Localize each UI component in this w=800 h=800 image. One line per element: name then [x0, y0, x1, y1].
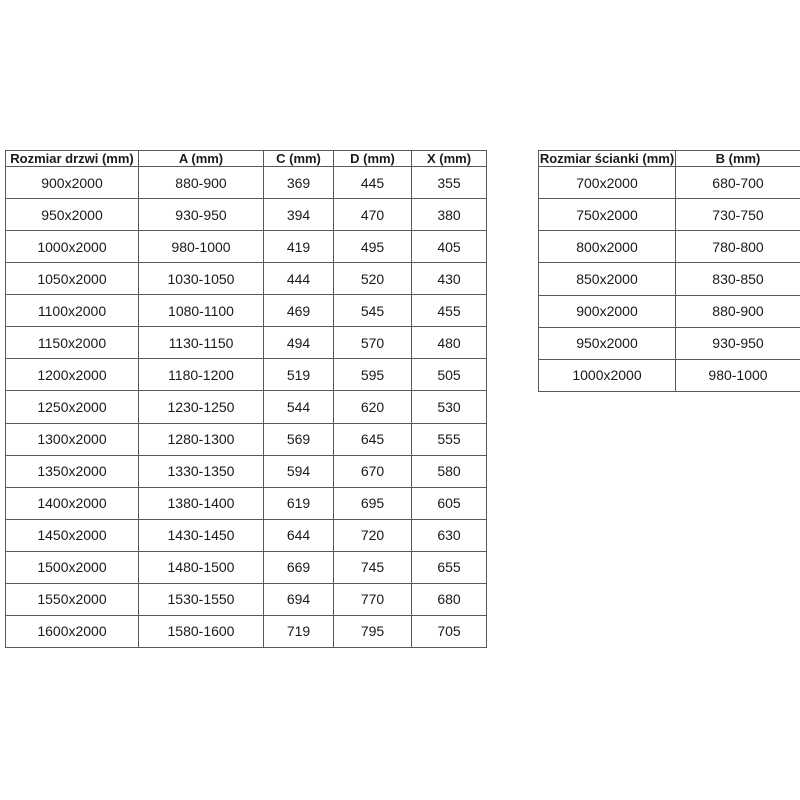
- table-cell: 1000x2000: [6, 231, 139, 263]
- table-cell: 745: [334, 551, 412, 583]
- table-cell: 1200x2000: [6, 359, 139, 391]
- table-cell: 580: [412, 455, 487, 487]
- table-row: [6, 231, 487, 263]
- table-cell: 780-800: [676, 231, 800, 263]
- table-cell: 700x2000: [539, 167, 676, 199]
- table-cell: 544: [264, 391, 334, 423]
- table-cell: 730-750: [676, 199, 800, 231]
- table-cell: 380: [412, 199, 487, 231]
- table-cell: 430: [412, 263, 487, 295]
- table-cell: 1480-1500: [139, 551, 264, 583]
- table-row: [6, 551, 487, 583]
- table-cell: 469: [264, 295, 334, 327]
- table-cell: 1030-1050: [139, 263, 264, 295]
- column-header: X (mm): [412, 151, 487, 167]
- table-cell: 455: [412, 295, 487, 327]
- table-cell: 605: [412, 487, 487, 519]
- column-header: D (mm): [334, 151, 412, 167]
- table-cell: 405: [412, 231, 487, 263]
- table-cell: 880-900: [139, 167, 264, 199]
- table-cell: 1130-1150: [139, 327, 264, 359]
- table-cell: 555: [412, 423, 487, 455]
- table-cell: 980-1000: [139, 231, 264, 263]
- table-cell: 830-850: [676, 263, 800, 295]
- table-cell: 569: [264, 423, 334, 455]
- table-cell: 1180-1200: [139, 359, 264, 391]
- table-cell: 1280-1300: [139, 423, 264, 455]
- table-cell: 1080-1100: [139, 295, 264, 327]
- table-cell: 770: [334, 583, 412, 615]
- table-cell: 795: [334, 615, 412, 647]
- table-row: [6, 583, 487, 615]
- table-row: [6, 615, 487, 647]
- wall-sizes-table: [538, 150, 800, 392]
- table-row: [6, 519, 487, 551]
- table-row: [6, 359, 487, 391]
- table-cell: 1550x2000: [6, 583, 139, 615]
- door-table-header-row: [6, 151, 487, 167]
- table-cell: 1580-1600: [139, 615, 264, 647]
- table-cell: 645: [334, 423, 412, 455]
- table-cell: 980-1000: [676, 359, 800, 391]
- table-cell: 680-700: [676, 167, 800, 199]
- table-cell: 644: [264, 519, 334, 551]
- table-cell: 595: [334, 359, 412, 391]
- table-cell: 950x2000: [539, 327, 676, 359]
- table-row: [6, 455, 487, 487]
- table-cell: 1350x2000: [6, 455, 139, 487]
- table-cell: 900x2000: [539, 295, 676, 327]
- table-cell: 880-900: [676, 295, 800, 327]
- table-cell: 630: [412, 519, 487, 551]
- table-row: [6, 167, 487, 199]
- table-cell: 445: [334, 167, 412, 199]
- table-cell: 419: [264, 231, 334, 263]
- table-cell: 520: [334, 263, 412, 295]
- table-cell: 1400x2000: [6, 487, 139, 519]
- table-row: [539, 231, 800, 263]
- table-cell: 369: [264, 167, 334, 199]
- table-cell: 1450x2000: [6, 519, 139, 551]
- table-cell: 694: [264, 583, 334, 615]
- table-row: [6, 487, 487, 519]
- table-row: [539, 295, 800, 327]
- table-cell: 619: [264, 487, 334, 519]
- table-row: [6, 199, 487, 231]
- table-cell: 1500x2000: [6, 551, 139, 583]
- table-cell: 1600x2000: [6, 615, 139, 647]
- table-cell: 750x2000: [539, 199, 676, 231]
- table-cell: 655: [412, 551, 487, 583]
- table-cell: 620: [334, 391, 412, 423]
- table-row: [539, 167, 800, 199]
- table-cell: 1050x2000: [6, 263, 139, 295]
- table-cell: 950x2000: [6, 199, 139, 231]
- table-cell: 669: [264, 551, 334, 583]
- wall-table-body: [539, 167, 800, 392]
- table-cell: 719: [264, 615, 334, 647]
- table-cell: 355: [412, 167, 487, 199]
- column-header: C (mm): [264, 151, 334, 167]
- table-row: [6, 327, 487, 359]
- table-row: [6, 263, 487, 295]
- table-row: [6, 391, 487, 423]
- table-row: [539, 199, 800, 231]
- table-row: [539, 359, 800, 391]
- door-table-body: [6, 167, 487, 648]
- table-cell: 670: [334, 455, 412, 487]
- wall-table-header-row: [539, 151, 800, 167]
- table-cell: 505: [412, 359, 487, 391]
- table-cell: 519: [264, 359, 334, 391]
- table-cell: 850x2000: [539, 263, 676, 295]
- table-cell: 1430-1450: [139, 519, 264, 551]
- table-cell: 930-950: [139, 199, 264, 231]
- column-header: Rozmiar drzwi (mm): [6, 151, 139, 167]
- table-cell: 800x2000: [539, 231, 676, 263]
- table-cell: 494: [264, 327, 334, 359]
- table-cell: 470: [334, 199, 412, 231]
- table-cell: 1250x2000: [6, 391, 139, 423]
- table-cell: 930-950: [676, 327, 800, 359]
- column-header: Rozmiar ścianki (mm): [539, 151, 675, 166]
- table-cell: 594: [264, 455, 334, 487]
- table-cell: 1000x2000: [539, 359, 676, 391]
- table-cell: 480: [412, 327, 487, 359]
- table-cell: 570: [334, 327, 412, 359]
- table-cell: 680: [412, 583, 487, 615]
- table-cell: 444: [264, 263, 334, 295]
- table-cell: 530: [412, 391, 487, 423]
- table-cell: 1330-1350: [139, 455, 264, 487]
- table-cell: 1530-1550: [139, 583, 264, 615]
- table-cell: 1100x2000: [6, 295, 139, 327]
- column-header: B (mm): [676, 151, 800, 167]
- table-cell: 900x2000: [6, 167, 139, 199]
- table-cell: 695: [334, 487, 412, 519]
- table-cell: 495: [334, 231, 412, 263]
- table-row: [539, 263, 800, 295]
- table-row: [6, 295, 487, 327]
- table-cell: 1230-1250: [139, 391, 264, 423]
- table-cell: 394: [264, 199, 334, 231]
- table-cell: 545: [334, 295, 412, 327]
- table-cell: 720: [334, 519, 412, 551]
- table-row: [539, 327, 800, 359]
- table-cell: 1300x2000: [6, 423, 139, 455]
- door-sizes-table: [5, 150, 487, 648]
- table-cell: 705: [412, 615, 487, 647]
- table-row: [6, 423, 487, 455]
- table-cell: 1150x2000: [6, 327, 139, 359]
- column-header: A (mm): [139, 151, 264, 167]
- table-cell: 1380-1400: [139, 487, 264, 519]
